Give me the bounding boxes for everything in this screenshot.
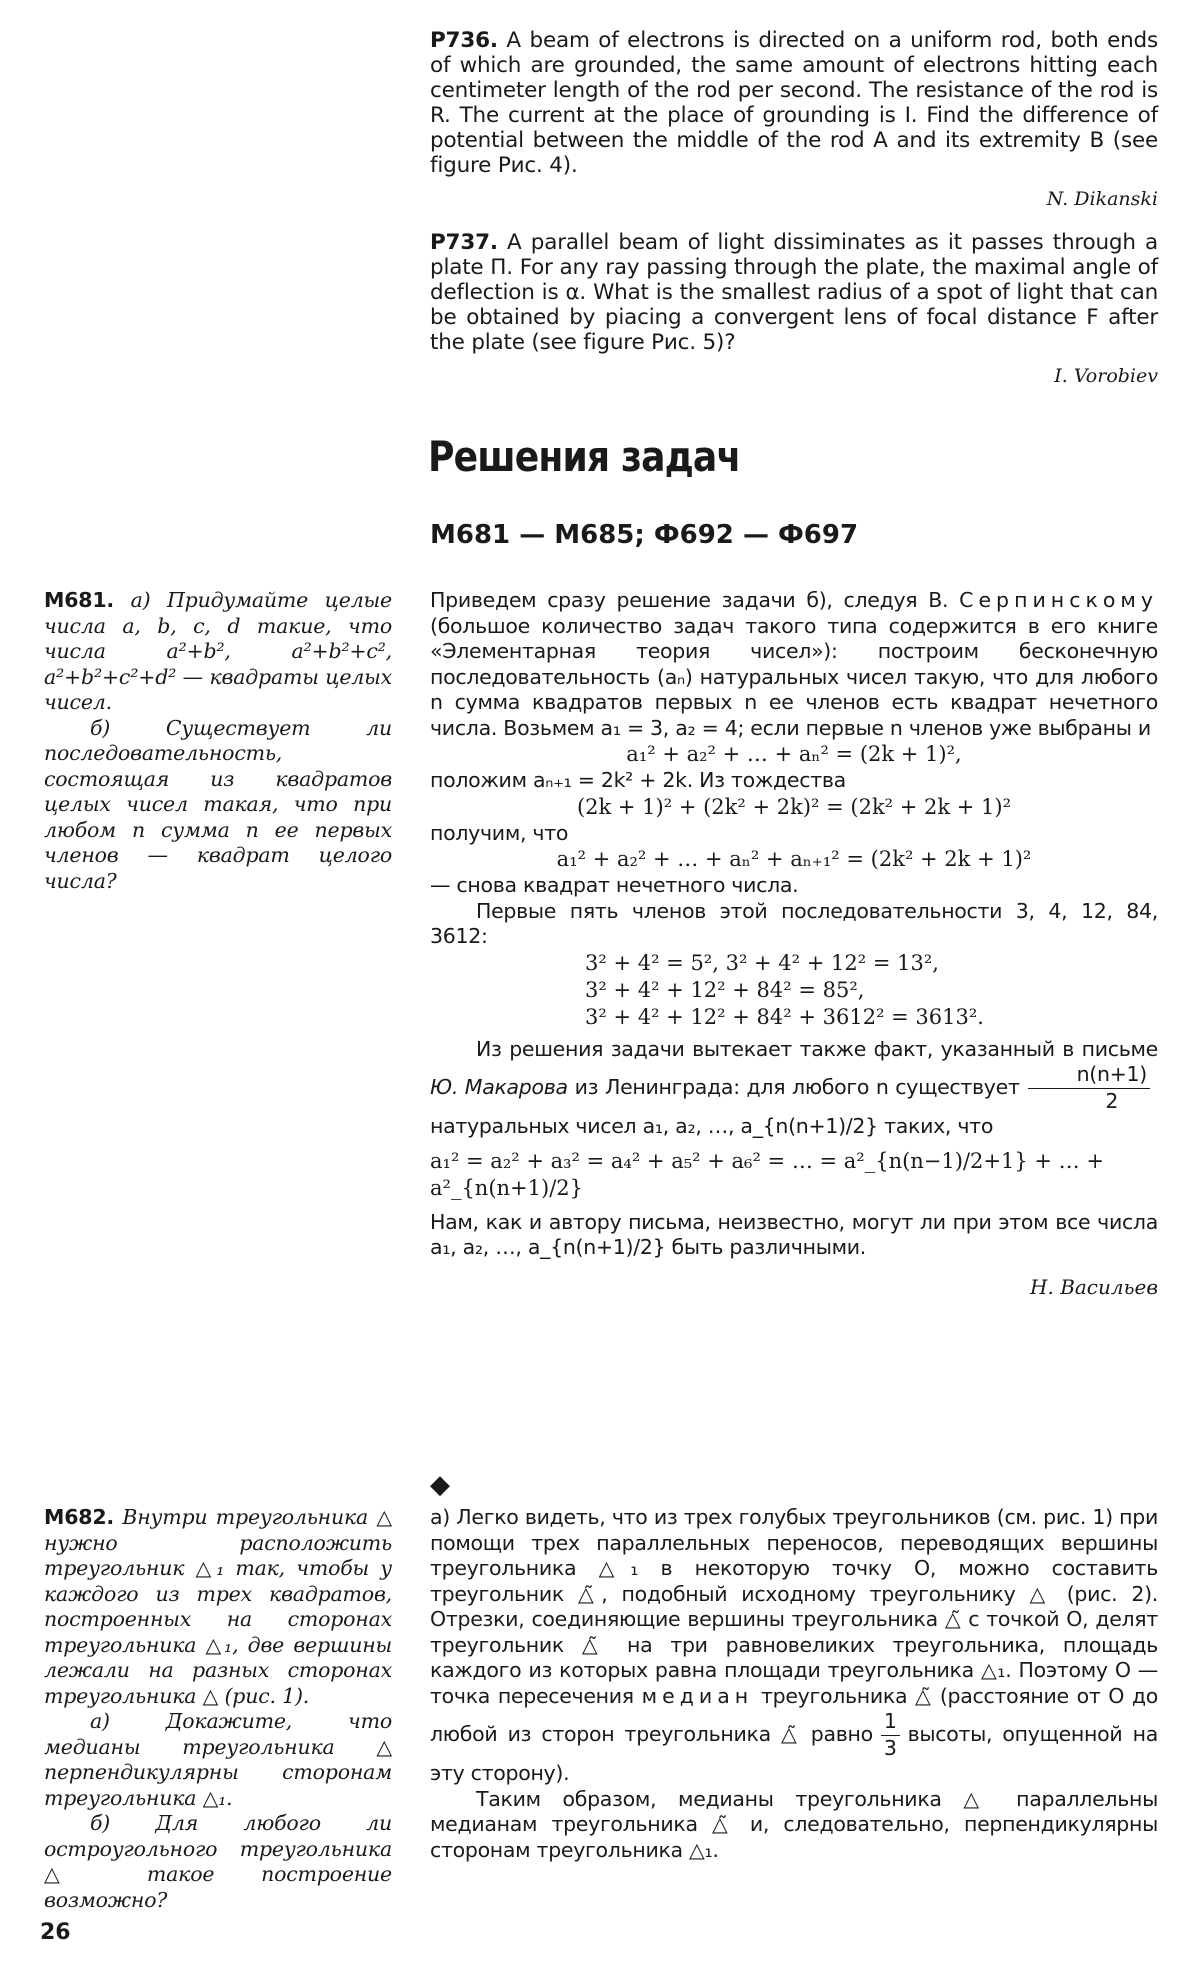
- problem-author: N. Dikanski: [1046, 188, 1158, 210]
- m682-margin-b: б) Для любого ли остроугольного треугольника △ такое построение возможно?: [44, 1811, 392, 1912]
- m681-margin-b: б) Существует ли последовательность, состоящая из квадратов целых чисел такая, что при любом n сумма n ее первых членов — квадрат целого числа?: [44, 715, 392, 893]
- fraction-denominator: 3: [883, 1735, 897, 1760]
- problem-p737-text: [430, 230, 1158, 355]
- formula: (2k + 1)² + (2k² + 2k)² = (2k² + 2k + 1)²: [576, 794, 1012, 819]
- m682-solution: [430, 1505, 1158, 1863]
- page-number: 26: [40, 1920, 71, 1945]
- problem-p736-text: [430, 28, 1158, 178]
- section-subtitle: M681 — M685; Ф692 — Ф697: [430, 520, 859, 550]
- problem-body: A parallel beam of light dissiminates as it passes through a plate П. For any ray passing through the plate, the maximal angle of deflection is α. What is the smallest radius of a spot of light that can be obtained by piacing a convergent lens of focal distance F after the plate (see figure Рис. 5)?: [430, 230, 1158, 355]
- diamond-icon: ◆: [430, 1470, 450, 1500]
- text-span: а) Легко видеть, что из трех голубых треугольников (см. рис. 1) при помощи трех параллельных переносов, переводящих вершины треугольника △₁ в некоторую точку O, можно составить треугольник △̃, подобный исходному треугольнику △ (рис. 2). Отрезки, соединяющие вершины треугольника △̃ с точкой O, делят треугольник △̃ на три равновеликих треугольника, площадь каждого из которых равна площади треугольника △₁. Поэтому O — точка пересечения: [430, 1505, 1158, 1708]
- problem-p736: [430, 28, 1158, 210]
- section-title: Решения задач: [428, 432, 741, 481]
- formula: a₁² + a₂² + … + aₙ² + aₙ₊₁² = (2k² + 2k + 1)²: [556, 847, 1032, 871]
- fraction-denominator: 2: [1105, 1088, 1119, 1113]
- signature: Н. Васильев: [1030, 1274, 1158, 1299]
- formula: a₁² + a₂² + … + aₙ² = (2k + 1)²,: [626, 742, 962, 766]
- m681-margin: [44, 588, 392, 894]
- m681-para4: Нам, как и автору письма, неизвестно, могут ли при этом все числа a₁, a₂, …, a_{n(n+1)/2} быть различными.: [430, 1209, 1158, 1259]
- text-span: треугольника △̃ (расстояние от O до любой из сторон треугольника △̃ равно: [430, 1683, 1159, 1746]
- problem-label: P736.: [430, 28, 498, 53]
- formula-block: [430, 950, 1158, 1031]
- problem-label: P737.: [430, 230, 498, 255]
- formula: a₁² = a₂² + a₃² = a₄² + a₅² + a₆² = … = a²_{n(n−1)/2+1} + … + a²_{n(n+1)/2}: [430, 1148, 1104, 1200]
- formula: 3² + 4² + 12² + 84² = 85²,: [585, 977, 865, 1002]
- text-line: получим, что: [430, 820, 569, 845]
- m682-margin-intro: [44, 1505, 392, 1709]
- m681-margin-a: [44, 588, 392, 716]
- m682-para2: Таким образом, медианы треугольника △ параллельны медианам треугольника △̃ и, следовательно, перпендикулярны сторонам треугольника △₁.: [430, 1786, 1158, 1862]
- problem-p737: [430, 230, 1158, 387]
- author-name: Ю. Макарова: [430, 1075, 568, 1099]
- author-name: Серпинскому: [959, 588, 1158, 612]
- m682-margin: [44, 1505, 392, 1913]
- fraction: [1028, 1062, 1150, 1114]
- margin-text-intro: Внутри треугольника △ нужно расположить треугольник △₁ так, чтобы у каждого из трех квадратов, построенных на сторонах треугольника △₁, две вершины лежали на разных сторонах треугольника △ (рис. 1).: [44, 1505, 392, 1708]
- m681-para3: [430, 1037, 1158, 1140]
- term: медиан: [641, 1683, 754, 1708]
- problem-label: M682.: [44, 1505, 114, 1529]
- text-span: высоты, опущенной на эту сторону).: [430, 1722, 1158, 1785]
- formula: 3² + 4² + 12² + 84² + 3612² = 3613².: [585, 1004, 984, 1029]
- text-line: положим aₙ₊₁ = 2k² + 2k. Из тождества: [430, 768, 846, 792]
- formula: 3² + 4² = 5², 3² + 4² + 12² = 13²,: [585, 950, 939, 975]
- m681-para1: [430, 588, 1158, 741]
- m681-solution: [430, 588, 1158, 1299]
- m682-para1: [430, 1505, 1158, 1787]
- problem-author: I. Vorobiev: [1054, 365, 1158, 387]
- text-span: Из решения задачи вытекает также факт, указанный в письме: [476, 1036, 1158, 1061]
- problem-body: A beam of electrons is directed on a uniform rod, both ends of which are grounded, the same amount of electrons hitting each centimeter length of the rod per second. The resistance of the rod is R. The current at the place of grounding is I. Find the difference of potential between the middle of the rod A and its extremity B (see figure Рис. 4).: [430, 28, 1159, 178]
- text-span: Приведем сразу решение задачи б), следуя В.: [430, 588, 949, 612]
- fraction: [881, 1709, 900, 1761]
- problem-label: M681.: [44, 588, 114, 612]
- m682-margin-a: а) Докажите, что медианы треугольника △ перпендикулярны сторонам треугольника △₁.: [44, 1709, 392, 1810]
- text-span: (большое количество задач такого типа содержится в его книге «Элементарная теория чисел»): построим бесконечную последовательность (aₙ) натуральных чисел такую, что для любого n сумма квадратов первых n ее членов есть квадрат нечетного числа. Возьмем a₁ = 3, a₂ = 4; если первые n членов уже выбраны и: [430, 613, 1158, 740]
- m681-para2: Первые пять членов этой последовательности 3, 4, 12, 84, 3612:: [430, 898, 1158, 948]
- text-span: из Ленинграда: для любого n существует: [574, 1075, 1020, 1099]
- margin-text-a: а) Придумайте целые числа a, b, c, d такие, что числа a²+b², a²+b²+c², a²+b²+c²+d² — квадраты целых чисел.: [44, 588, 392, 714]
- fraction-numerator: 1: [881, 1709, 900, 1736]
- text-line: — снова квадрат нечетного числа.: [430, 873, 799, 897]
- text-span: натуральных чисел a₁, a₂, …, a_{n(n+1)/2} таких, что: [430, 1114, 994, 1138]
- fraction-numerator: n(n+1): [1028, 1062, 1150, 1089]
